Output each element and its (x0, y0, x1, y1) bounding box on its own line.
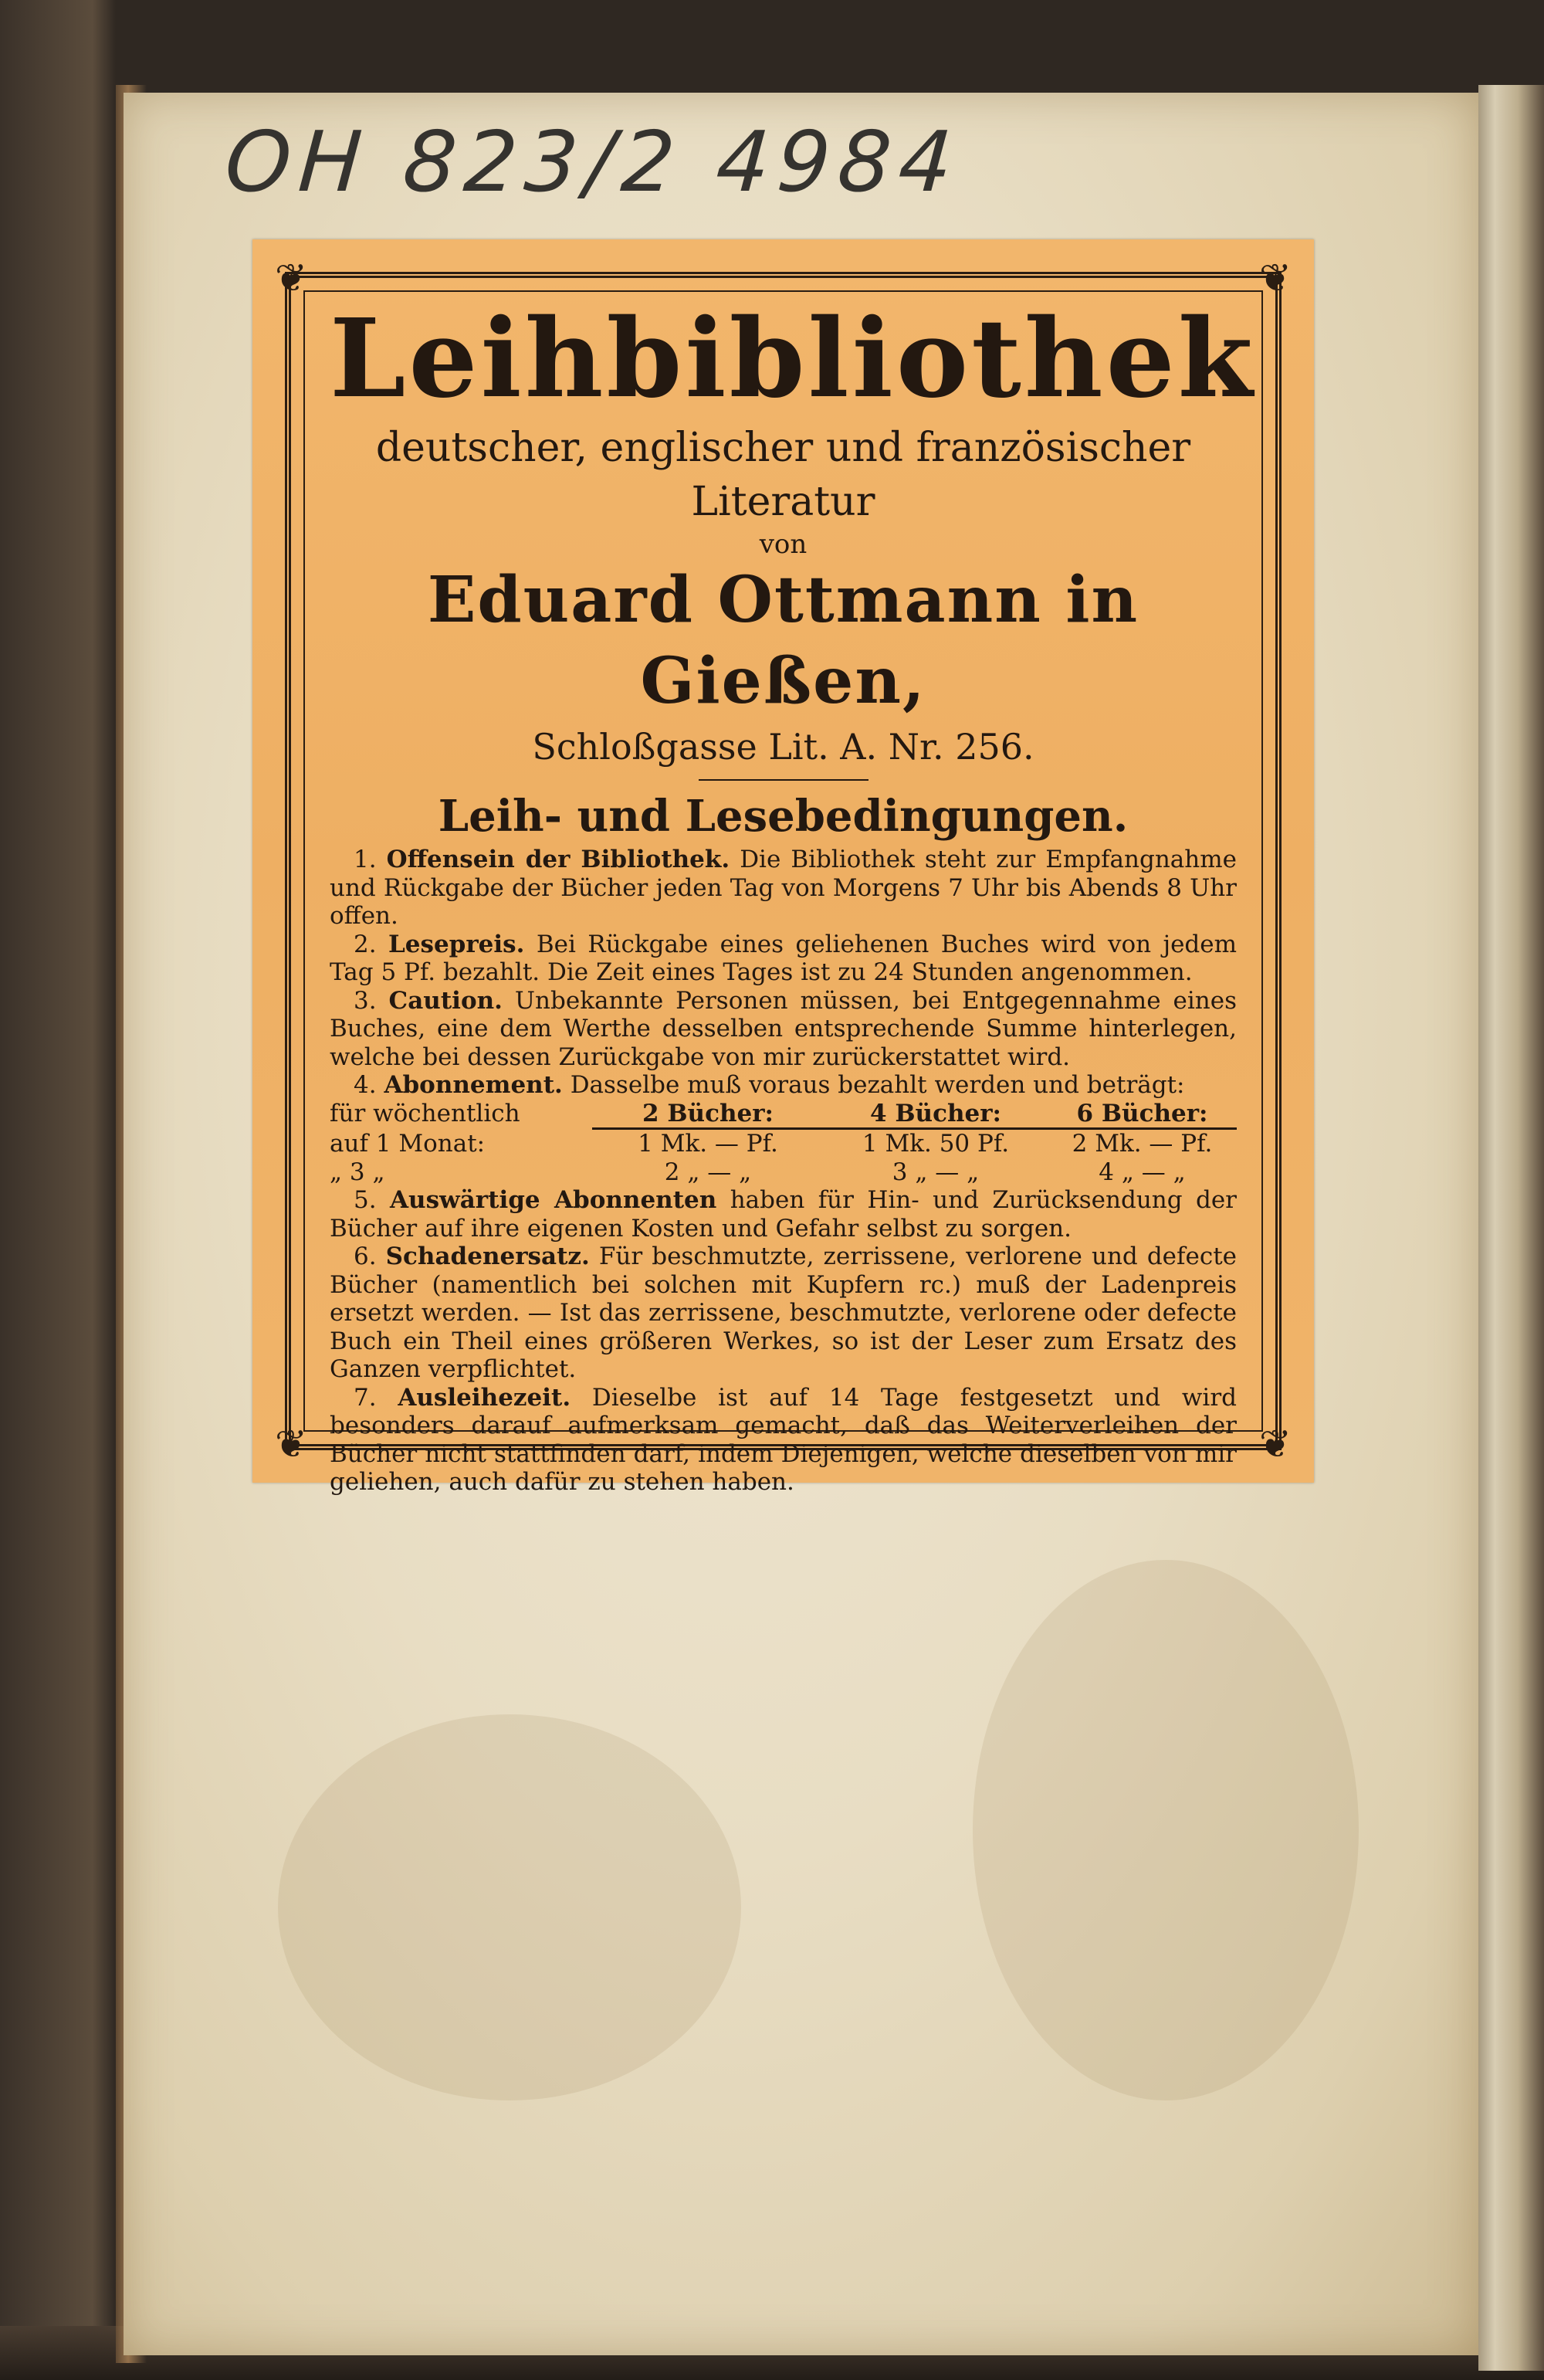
book-gutter (1478, 85, 1544, 2371)
corner-ornament-icon: ❦ (1259, 1422, 1292, 1466)
condition-item: 2. Lesepreis. Bei Rückgabe eines geliehenen Buches wird von jedem Tag 5 Pf. bezahlt. Die Zeit eines Tages ist zu 24 Stunden angenommen. (330, 930, 1238, 986)
handwritten-shelfmark: OH 823/2 4984 (222, 114, 963, 211)
condition-item: 3. Caution. Unbekannte Personen müssen, bei Entgegennahme eines Buches, eine dem Werthe desselben entsprechende Summe hinterlegen, welche bei dessen Zurückgabe von mir zurückerstattet wird. (330, 986, 1237, 1071)
paper-stain (973, 1560, 1359, 2100)
paper-stain (278, 1714, 741, 2100)
price-table-row: „ 3 „ 2 „ — „ 3 „ — „ 4 „ — „ (330, 1158, 1186, 1186)
price-table-row: auf 1 Monat: 1 Mk. — Pf. 1 Mk. 50 Pf. 2 Mk. — Pf. (330, 1130, 1213, 1158)
label-title: Leihbibliothek (330, 296, 1256, 422)
corner-ornament-icon: ❦ (275, 1422, 307, 1466)
corner-ornament-icon: ❦ (1259, 256, 1292, 300)
library-label (252, 239, 1314, 1496)
label-von: von (759, 529, 808, 560)
label-subtitle: deutscher, englischer und französischer Literatur (375, 425, 1191, 525)
address: Schloßgasse Lit. A. Nr. 256. (532, 726, 1034, 768)
label-content (330, 296, 1256, 1497)
conditions-heading: Leih- und Lesebedingungen. (438, 791, 1129, 842)
price-table-header: für wöchentlich 2 Bücher: 4 Bücher: 6 Bücher: (330, 1100, 1237, 1131)
divider (699, 779, 868, 781)
proprietor-name: Eduard Ottmann in Gießen, (427, 563, 1139, 718)
condition-item: 5. Auswärtige Abonnenten haben für Hin- und Zurücksendung der Bücher auf ihre eigenen Kosten und Gefahr selbst zu sorgen. (330, 1186, 1238, 1243)
condition-item: 6. Schadenersatz. Für beschmutzte, zerrissene, verlorene und defecte Bücher (namentlich bei solchen mit Kupfern rc.) muß der Ladenpreis ersetzt werden. — Ist das zerrissene, beschmutzte, verlorene oder defecte Buch ein Theil eines größeren Werkes, so ist der Leser zum Ersatz des Ganzen verpflichtet. (330, 1243, 1237, 1383)
condition-item: 7. Ausleihezeit. Dieselbe ist auf 14 Tage festgesetzt und wird besonders darauf aufmerksam gemacht, daß das Weiterverleihen der Bücher nicht stattfinden darf, indem Diejenigen, welche dieselben von mir geliehen, auch dafür zu stehen haben. (330, 1383, 1238, 1496)
condition-item: 1. Offensein der Bibliothek. Die Bibliothek steht zur Empfangnahme und Rückgabe der Bücher jeden Tag von Morgens 7 Uhr bis Abends 8 Uhr offen. (330, 846, 1237, 930)
condition-item: 4. Abonnement. Dasselbe muß voraus bezahlt werden und beträgt: (354, 1071, 1185, 1099)
corner-ornament-icon: ❦ (275, 256, 307, 300)
